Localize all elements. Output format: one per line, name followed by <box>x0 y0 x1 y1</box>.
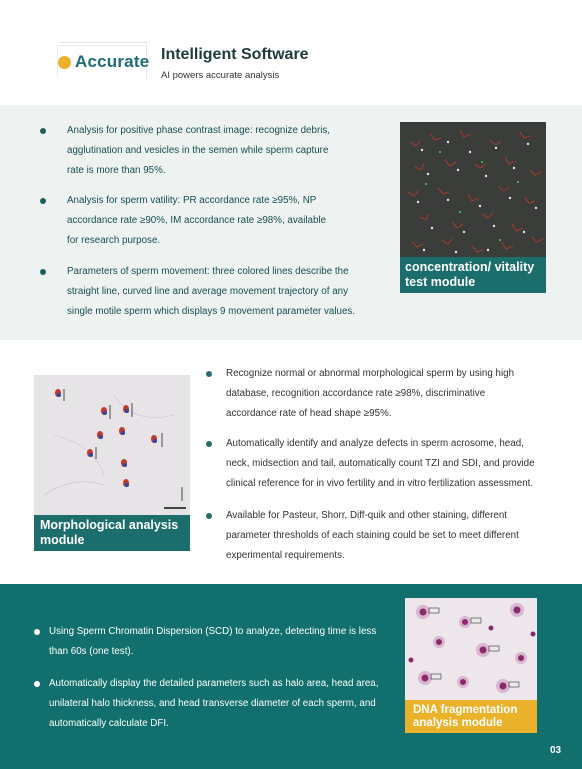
bullet-icon <box>206 513 212 519</box>
morphology-caption: Morphological analysis module <box>34 515 190 551</box>
list-item <box>40 191 390 251</box>
accurate-badge <box>57 45 150 77</box>
bullet-icon <box>34 681 40 687</box>
dna-caption: DNA fragmentation analysis module <box>405 700 537 733</box>
bullet-text: Analysis for sperm vatility: PR accordance rate ≥95%, NP accordance rate ≥90%, IM accordance rate ≥98%, available for research purpose. <box>67 195 327 246</box>
dna-microscopy-image <box>405 598 537 700</box>
list-item <box>40 121 390 181</box>
list-item <box>34 622 404 666</box>
bullet-icon <box>206 441 212 447</box>
list-item <box>206 364 576 424</box>
yellow-dot-icon <box>58 56 71 69</box>
microscopy-field <box>400 122 546 257</box>
morphology-microscopy-image <box>34 375 190 515</box>
list-item <box>206 506 576 566</box>
bullet-icon <box>40 128 46 134</box>
badge-label: Accurate <box>75 52 150 71</box>
list-item <box>40 262 390 322</box>
dna-field <box>405 598 537 700</box>
bullet-text: Using Sperm Chromatin Dispersion (SCD) to analyze, detecting time is less than 60s (one test). <box>49 626 377 657</box>
morphology-field <box>34 375 190 515</box>
bullet-icon <box>34 629 40 635</box>
list-item <box>34 674 404 736</box>
bullet-text: Recognize normal or abnormal morphological sperm by using high database, recognition accordance rate ≥98%, discriminative accordance rate of head shape ≥95%. <box>226 368 515 419</box>
concentration-microscopy-image <box>400 122 546 257</box>
bullet-text: Parameters of sperm movement: three colored lines describe the straight line, curved line and average movement trajectory of any single motile sperm which displays 9 movement parameter values. <box>67 266 356 317</box>
bullet-text: Available for Pasteur, Shorr, Diff-quik and other staining, different parameter thresholds of each staining could be set to meet different experimental requirements. <box>226 510 519 561</box>
section-subtitle: AI powers accurate analysis <box>161 70 280 81</box>
section-title: Intelligent Software <box>161 46 309 63</box>
page-number: 03 <box>550 745 562 756</box>
bullet-icon <box>40 198 46 204</box>
concentration-caption: concentration/ vitality test module <box>400 257 546 293</box>
list-item <box>206 434 576 494</box>
bullet-icon <box>40 269 46 275</box>
bullet-text: Automatically identify and analyze defects in sperm acrosome, head, neck, midsection and tail, automatically count TZI and SDI, and provide clinical reference for in vivo fertility and in vitro fertilization assessment. <box>226 438 535 489</box>
bullet-text: Analysis for positive phase contrast image: recognize debris, agglutination and vesicles in the semen while sperm capture rate is more than 95%. <box>67 125 331 176</box>
bullet-icon <box>206 371 212 377</box>
bullet-text: Automatically display the detailed parameters such as halo area, head area, unilateral halo thickness, and head transverse diameter of each sperm, and automatically calculate DFI. <box>49 678 379 729</box>
